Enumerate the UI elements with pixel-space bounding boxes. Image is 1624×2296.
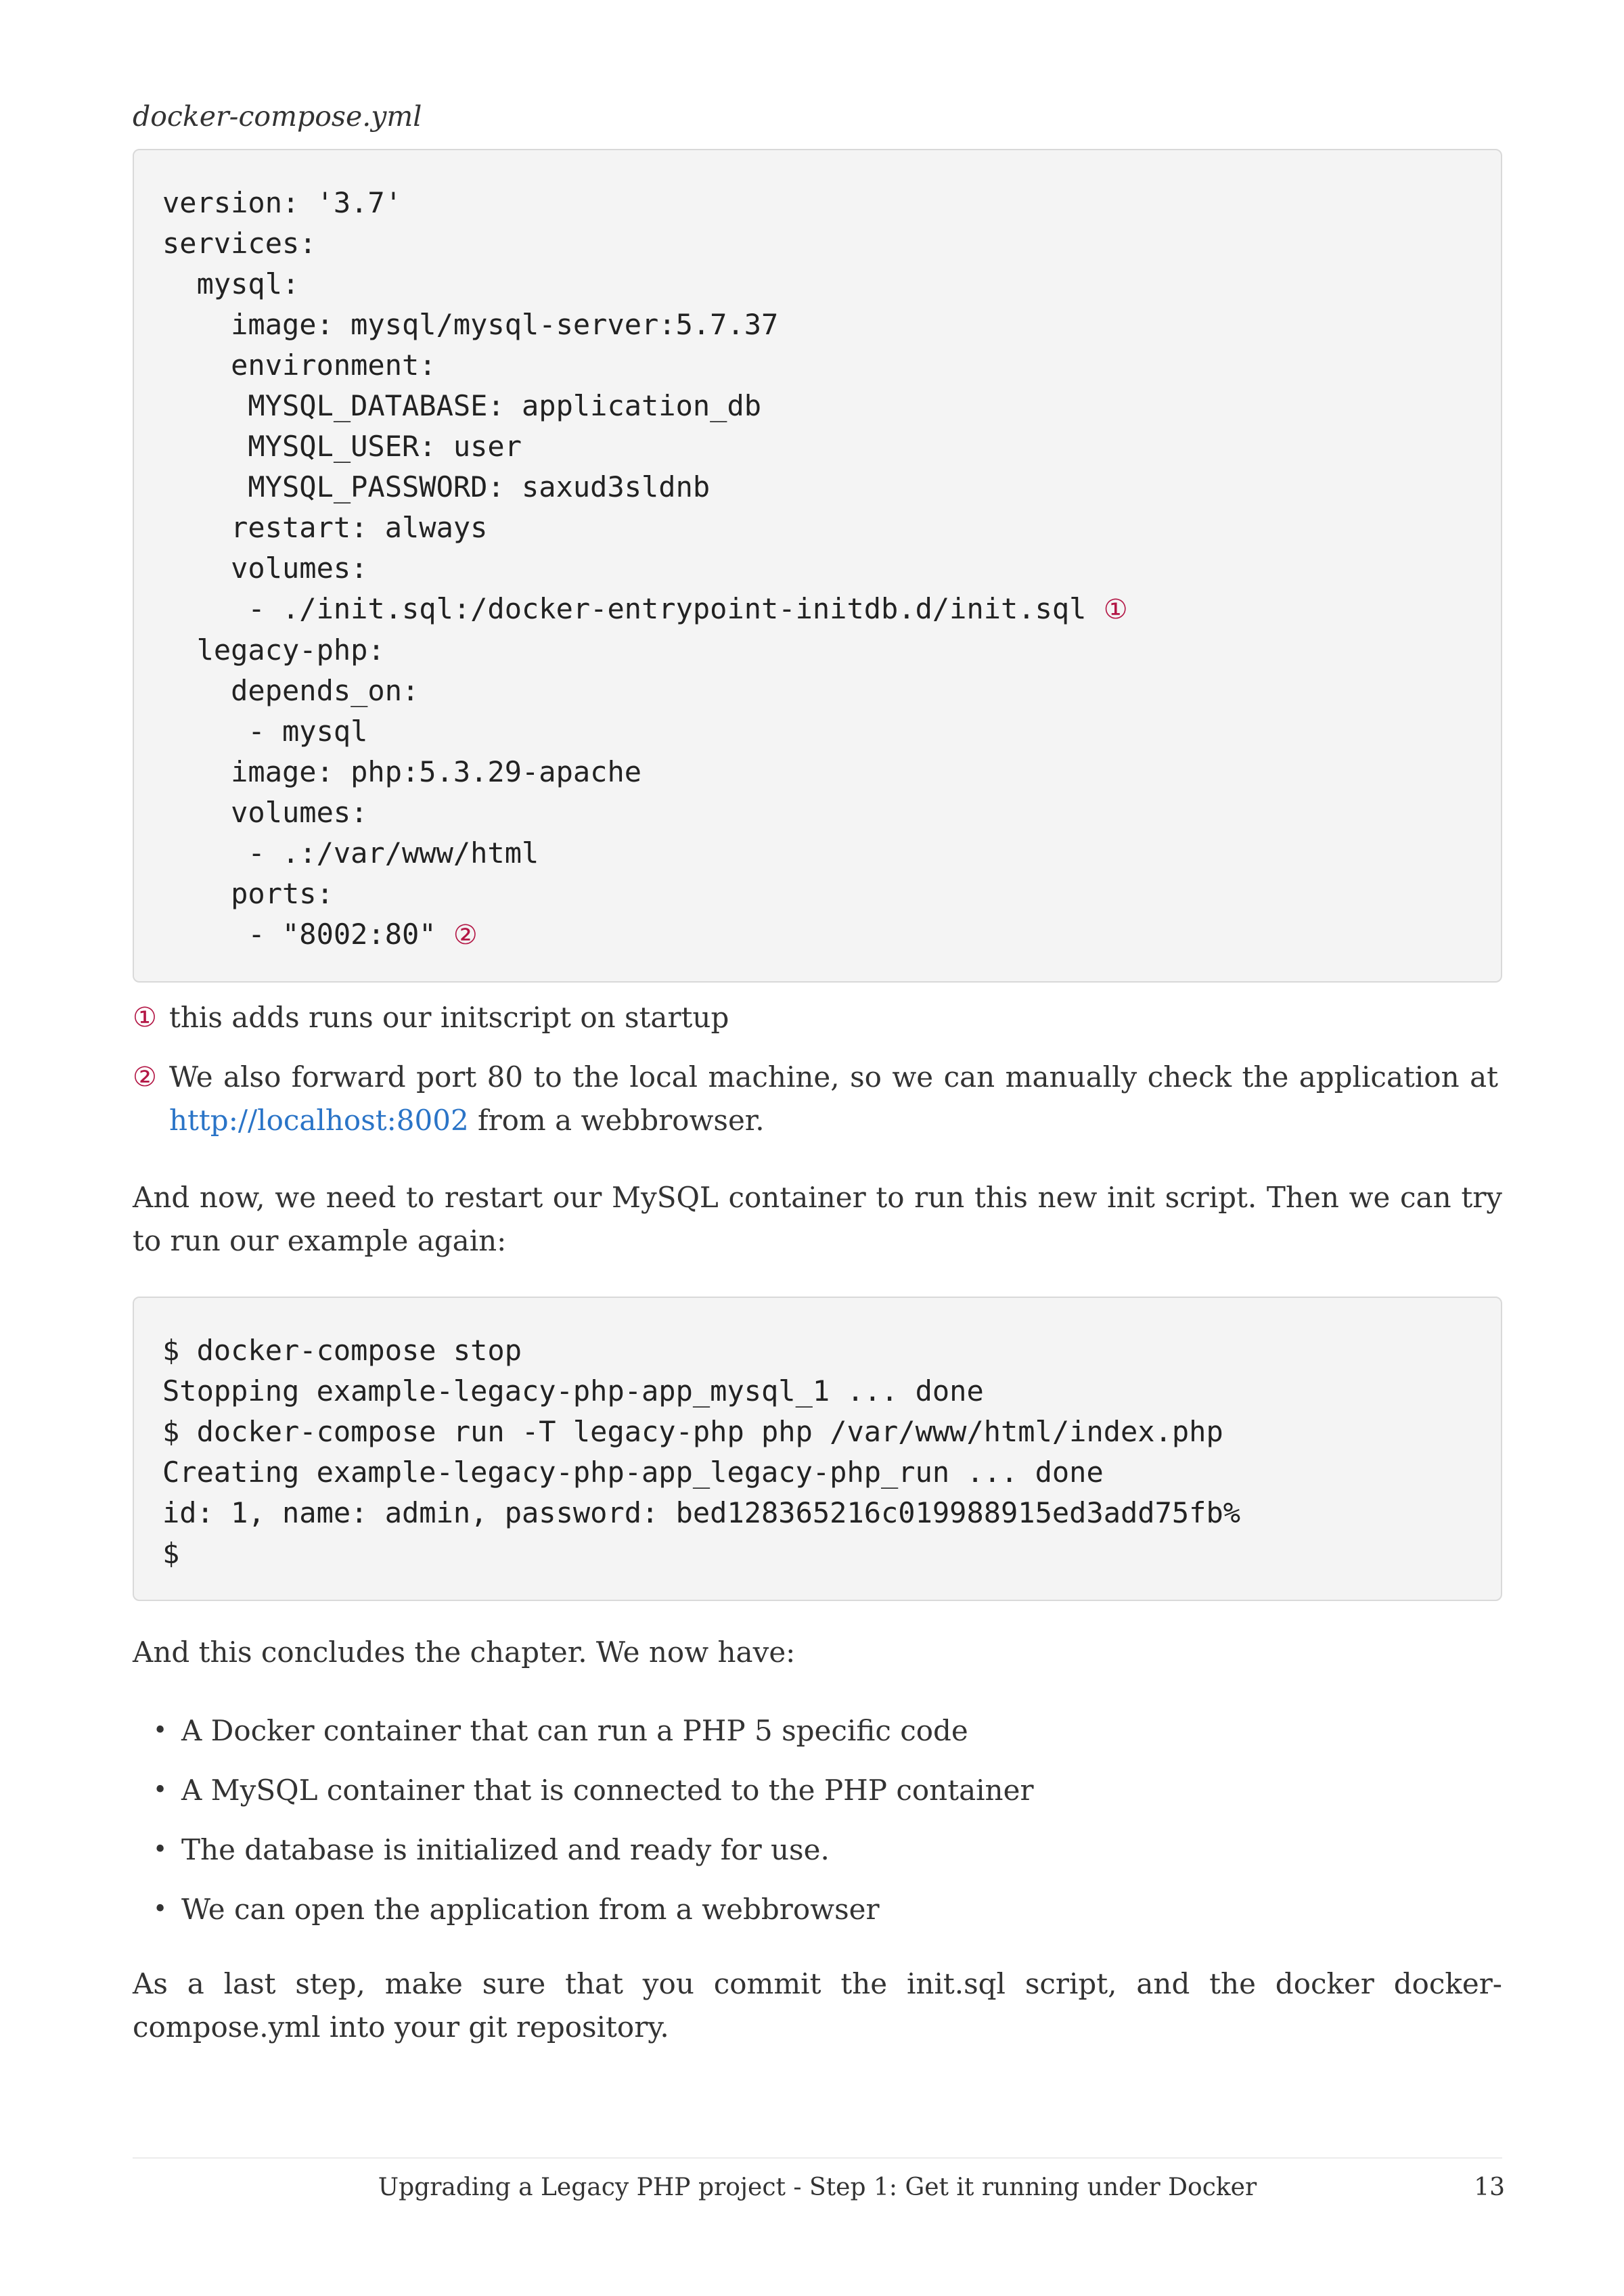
code-line: Creating example-legacy-php-app_legacy-php_run ... done bbox=[162, 1456, 1104, 1489]
page-number: 13 bbox=[1474, 2174, 1505, 2201]
paragraph-restart: And now, we need to restart our MySQL container to run this new init script. Then we can try to run our example again: bbox=[133, 1181, 1502, 1257]
code-line: - mysql bbox=[162, 715, 368, 748]
code-line: $ bbox=[162, 1537, 180, 1570]
footer-divider bbox=[133, 2157, 1502, 2159]
code-line: legacy-php: bbox=[162, 633, 385, 667]
bullet-icon: • bbox=[153, 1717, 168, 1744]
code-line: $ docker-compose stop bbox=[162, 1334, 522, 1367]
code-block-content bbox=[162, 1330, 1240, 1574]
callout-note-1 bbox=[133, 996, 1498, 1039]
callout-marker-1: ① bbox=[1103, 594, 1128, 625]
callout-number-2: ② bbox=[133, 1062, 157, 1093]
code-file-title: docker-compose.yml bbox=[133, 100, 422, 133]
code-line: - ./init.sql:/docker-entrypoint-initdb.d/init.sql bbox=[162, 592, 1104, 625]
code-line: id: 1, name: admin, password: bed128365216c019988915ed3add75fb% bbox=[162, 1496, 1241, 1529]
code-line: MYSQL_USER: user bbox=[162, 430, 522, 463]
callout-number-1: ① bbox=[133, 1002, 157, 1033]
callout-text-2 bbox=[169, 1056, 1498, 1142]
code-line: version: '3.7' bbox=[162, 186, 403, 219]
bullet-icon: • bbox=[153, 1836, 168, 1864]
docker-compose-code-block bbox=[133, 149, 1502, 983]
code-line: services: bbox=[162, 227, 317, 260]
code-line: image: mysql/mysql-server:5.7.37 bbox=[162, 308, 779, 341]
paragraph-last-step: As a last step, make sure that you commit the init.sql script, and the docker docker-compose.yml into your git repository. bbox=[133, 1967, 1502, 2044]
localhost-link[interactable]: http://localhost:8002 bbox=[169, 1104, 469, 1137]
code-line: MYSQL_PASSWORD: saxud3sldnb bbox=[162, 470, 710, 503]
terminal-code-block bbox=[133, 1297, 1502, 1601]
code-line: - .:/var/www/html bbox=[162, 836, 539, 870]
list-item-text: A Docker container that can run a PHP 5 specific code bbox=[181, 1714, 968, 1747]
code-line: Stopping example-legacy-php-app_mysql_1 ... done bbox=[162, 1374, 984, 1408]
bullet-icon: • bbox=[153, 1776, 168, 1804]
code-line: volumes: bbox=[162, 796, 368, 829]
list-item bbox=[133, 1828, 1034, 1872]
list-item-text: The database is initialized and ready for use. bbox=[181, 1833, 830, 1866]
code-line: volumes: bbox=[162, 552, 368, 585]
summary-list bbox=[133, 1709, 1034, 1948]
bullet-icon: • bbox=[153, 1895, 168, 1923]
callout-note-2 bbox=[133, 1056, 1498, 1142]
code-block-content bbox=[162, 183, 1128, 955]
list-item-text: We can open the application from a webbrowser bbox=[181, 1893, 880, 1926]
callout-marker-2: ② bbox=[453, 920, 478, 951]
list-item-text: A MySQL container that is connected to the PHP container bbox=[181, 1774, 1034, 1807]
code-line: environment: bbox=[162, 348, 436, 382]
callout-text-1: this adds runs our initscript on startup bbox=[169, 1001, 729, 1034]
code-line: - "8002:80" bbox=[162, 918, 453, 951]
code-line: image: php:5.3.29-apache bbox=[162, 755, 642, 788]
code-line: mysql: bbox=[162, 267, 300, 300]
list-item bbox=[133, 1769, 1034, 1812]
code-line: restart: always bbox=[162, 511, 488, 544]
footer-title: Upgrading a Legacy PHP project - Step 1: Get it running under Docker bbox=[378, 2174, 1257, 2201]
code-line: ports: bbox=[162, 877, 334, 910]
callout-text-2-part: We also forward port 80 to the local machine, so we can manually check the application at bbox=[169, 1060, 1498, 1094]
list-item bbox=[133, 1709, 1034, 1753]
paragraph-conclusion: And this concludes the chapter. We now have: bbox=[133, 1636, 796, 1669]
code-line: $ docker-compose run -T legacy-php php /var/www/html/index.php bbox=[162, 1415, 1223, 1448]
list-item bbox=[133, 1888, 1034, 1931]
code-line: depends_on: bbox=[162, 674, 420, 707]
code-line: MYSQL_DATABASE: application_db bbox=[162, 389, 762, 422]
callout-text-2-part: from a webbrowser. bbox=[468, 1104, 765, 1137]
